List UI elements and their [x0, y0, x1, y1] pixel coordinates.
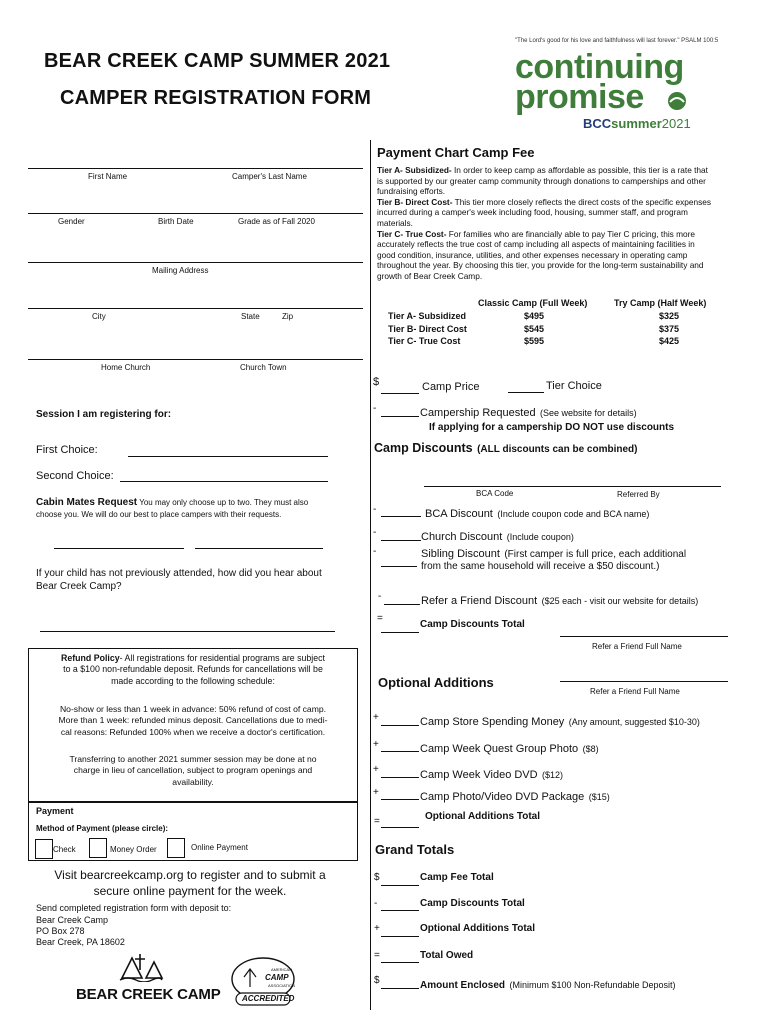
session-heading: Session I am registering for:	[36, 409, 172, 420]
tier-descriptions: Tier A- Subsidized- In order to keep camp as affordable as possible, this tier is a rate that is supported by our greater camp community through donations to camperships and other fundraising efforts. Tier B- Direct Cost- This tier more closely reflects the direct costs of the specific expenses incurred during a camper's week including food, housing, summer staff, and program materials. Tier C- True Cost- For families who are financially able to pay Tier C pricing, this more accurately reflects the true cost of camp including all aspects of maintaining facilities in good condition, insurance, utilities, and other expenses necessary in operating camp throughout the year. By choosing this tier, you provide for the long-term sustainability and growth of Bear Creek Camp.	[377, 165, 712, 281]
name-line[interactable]	[28, 168, 363, 169]
hear-about-q2: Bear Creek Camp?	[36, 581, 122, 592]
first-name-label: First Name	[88, 172, 128, 181]
bca-code-label: BCA Code	[476, 489, 514, 498]
minus-sign: -	[373, 504, 377, 515]
cabin-mate-1-field[interactable]	[54, 548, 184, 549]
camp-store-label: Camp Store Spending Money (Any amount, suggested $10-30)	[420, 716, 700, 728]
church-line[interactable]	[28, 359, 363, 360]
aca-accredited-text: ACCREDITED	[242, 994, 295, 1003]
first-choice-field[interactable]	[128, 456, 328, 457]
bca-discount-label: BCA Discount (Include coupon code and BCA name)	[425, 508, 650, 520]
discounts-total-field[interactable]	[381, 632, 419, 633]
camp-price-label: Camp Price	[422, 381, 480, 393]
try-camp-header: Try Camp (Half Week)	[614, 298, 707, 308]
state-label: State	[241, 312, 260, 321]
friend-discount-label: Refer a Friend Discount ($25 each - visit our website for details)	[421, 595, 699, 607]
sun-icon	[662, 88, 692, 112]
logo-subtitle: BCCsummer2021	[583, 116, 691, 131]
package-field[interactable]	[381, 799, 419, 800]
grand-totals-heading: Grand Totals	[375, 842, 455, 857]
minus-sign: -	[378, 591, 382, 602]
minus-sign: -	[373, 546, 377, 557]
grade-label: Grade as of Fall 2020	[238, 217, 315, 226]
campership-field[interactable]	[381, 416, 419, 417]
cabin-mates-text: Cabin Mates Request You may only choose up to two. They must also	[36, 497, 309, 508]
camp-fee-total-field[interactable]	[381, 885, 419, 886]
second-choice-field[interactable]	[120, 481, 328, 482]
church-discount-field[interactable]	[381, 540, 421, 541]
city-line[interactable]	[28, 308, 363, 309]
total-owed-label: Total Owed	[420, 950, 474, 961]
quest-photo-field[interactable]	[381, 751, 419, 752]
optional-additions-heading: Optional Additions	[378, 675, 494, 690]
refund-policy-text: Refund Policy- All registrations for residential programs are subject to a $100 non-refundable deposit. Refunds for cancellations will be made according to the following schedule:	[60, 653, 325, 686]
camp-store-field[interactable]	[381, 725, 419, 726]
quest-photo-label: Camp Week Quest Group Photo ($8)	[420, 743, 599, 755]
campership-label: Campership Requested (See website for details)	[420, 407, 637, 419]
dollar-sign: $	[374, 975, 380, 986]
visit-website-text: Visit bearcreekcamp.org to register and to submit a secure online payment for the week.	[54, 868, 326, 898]
grand-discounts-field[interactable]	[381, 910, 419, 911]
logo-tagline: "The Lord's good for his love and faithfulness will last forever." PSALM 100:5	[515, 38, 719, 44]
logo-word-promise: promise	[515, 78, 644, 116]
grand-discounts-label: Camp Discounts Total	[420, 898, 525, 909]
amount-enclosed-field[interactable]	[381, 988, 419, 989]
money-order-checkbox[interactable]	[89, 838, 107, 858]
optional-total-field[interactable]	[381, 827, 419, 828]
online-payment-checkbox[interactable]	[167, 838, 185, 858]
tier-choice-field[interactable]	[508, 392, 544, 393]
camp-discounts-heading: Camp Discounts (ALL discounts can be combined)	[374, 441, 638, 455]
gender-label: Gender	[58, 217, 85, 226]
classic-camp-header: Classic Camp (Full Week)	[478, 298, 588, 308]
sibling-discount-field[interactable]	[381, 566, 417, 567]
plus-sign: +	[373, 787, 379, 798]
dollar-sign: $	[374, 872, 380, 883]
refund-transfer-text: Transferring to another 2021 summer session may be done at no charge in lieu of cancellation, subject to program openings and availability.	[69, 754, 317, 787]
column-divider	[370, 140, 371, 1010]
refer-friend-name-field-1[interactable]	[560, 636, 728, 637]
home-church-label: Home Church	[101, 363, 151, 372]
plus-sign: +	[373, 712, 379, 723]
mailing-address-block: Bear Creek Camp PO Box 278 Bear Creek, PA 18602	[36, 915, 125, 947]
zip-label: Zip	[282, 312, 294, 321]
plus-sign: +	[373, 764, 379, 775]
cabin-mates-text-2: choose you. We will do our best to place campers with their requests.	[36, 510, 282, 519]
equals-sign: =	[374, 816, 380, 827]
try-camp-prices: $325 $375 $425	[659, 311, 680, 346]
hear-about-q1: If your child has not previously attended, how did you hear about	[36, 568, 322, 579]
church-discount-label: Church Discount (Include coupon)	[421, 531, 574, 543]
bear-creek-camp-logo-text: BEAR CREEK CAMP	[76, 986, 221, 1003]
minus-sign: -	[374, 898, 378, 909]
campership-warning: If applying for a campership DO NOT use discounts	[429, 422, 675, 433]
mailing-label: Mailing Address	[152, 266, 209, 275]
friend-discount-field[interactable]	[384, 604, 420, 605]
grand-optional-field[interactable]	[381, 936, 419, 937]
check-checkbox[interactable]	[35, 839, 53, 859]
payment-chart-heading: Payment Chart Camp Fee	[377, 145, 535, 160]
grand-optional-label: Optional Additions Total	[420, 923, 535, 934]
cabin-mate-2-field[interactable]	[195, 548, 323, 549]
refer-friend-name-field-2[interactable]	[560, 681, 728, 682]
amount-enclosed-label: Amount Enclosed (Minimum $100 Non-Refundable Deposit)	[420, 980, 676, 991]
payment-method-label: Method of Payment (please circle):	[36, 824, 169, 833]
camp-price-field[interactable]	[381, 393, 419, 394]
bca-discount-field[interactable]	[381, 516, 421, 517]
package-label: Camp Photo/Video DVD Package ($15)	[420, 791, 610, 803]
classic-camp-prices: $495 $545 $595	[524, 311, 545, 346]
church-town-label: Church Town	[240, 363, 287, 372]
refer-friend-name-label-2: Refer a Friend Full Name	[590, 687, 680, 696]
refer-friend-name-label-1: Refer a Friend Full Name	[592, 642, 682, 651]
refund-schedule-text: No-show or less than 1 week in advance: 50% refund of cost of camp. More than 1 week: refunded minus deposit. Cancellations due to medi- cal reasons: Refunded 100% when we receive a doctor's certification.	[58, 704, 328, 737]
discounts-total-label: Camp Discounts Total	[420, 619, 525, 630]
money-order-label: Money Order	[110, 845, 157, 854]
equals-sign: =	[377, 613, 383, 624]
online-payment-label: Online Payment	[191, 843, 248, 852]
bca-code-field[interactable]	[424, 486, 721, 487]
aca-seal-american: AMERICAN	[271, 967, 293, 972]
dollar-sign: $	[373, 376, 380, 388]
last-name-label: Camper's Last Name	[232, 172, 307, 181]
form-title-line2: CAMPER REGISTRATION FORM	[60, 87, 372, 109]
camp-fee-total-label: Camp Fee Total	[420, 872, 494, 883]
video-dvd-field[interactable]	[381, 777, 419, 778]
birth-date-label: Birth Date	[158, 217, 194, 226]
gender-line[interactable]	[28, 213, 363, 214]
plus-sign: +	[373, 739, 379, 750]
bear-creek-camp-logo-icon	[118, 952, 164, 982]
city-label: City	[92, 312, 106, 321]
send-form-text: Send completed registration form with deposit to:	[36, 903, 232, 913]
check-label: Check	[53, 845, 76, 854]
optional-total-label: Optional Additions Total	[425, 811, 540, 822]
referred-by-label: Referred By	[617, 490, 660, 499]
total-owed-field[interactable]	[381, 962, 419, 963]
sibling-discount-label: Sibling Discount (First camper is full price, each additional	[421, 548, 687, 560]
logo-word-continuing: continuing	[515, 48, 684, 86]
mailing-line[interactable]	[28, 262, 363, 263]
minus-sign: -	[373, 527, 377, 538]
second-choice-label: Second Choice:	[36, 470, 114, 482]
plus-sign: +	[374, 923, 380, 934]
payment-heading: Payment	[36, 806, 74, 816]
minus-sign: -	[373, 403, 377, 414]
hear-about-field[interactable]	[40, 631, 335, 632]
video-dvd-label: Camp Week Video DVD ($12)	[420, 769, 564, 781]
equals-sign: =	[374, 950, 380, 961]
aca-seal-association: ASSOCIATION	[268, 983, 296, 988]
first-choice-label: First Choice:	[36, 444, 98, 456]
tier-names: Tier A- Subsidized Tier B- Direct Cost Tier C- True Cost	[388, 311, 467, 346]
aca-seal-camp: CAMP	[265, 973, 289, 982]
form-title-line1: BEAR CREEK CAMP SUMMER 2021	[44, 50, 391, 72]
sibling-discount-note: from the same household will receive a $50 discount.)	[421, 561, 660, 572]
tier-choice-label: Tier Choice	[546, 380, 602, 392]
